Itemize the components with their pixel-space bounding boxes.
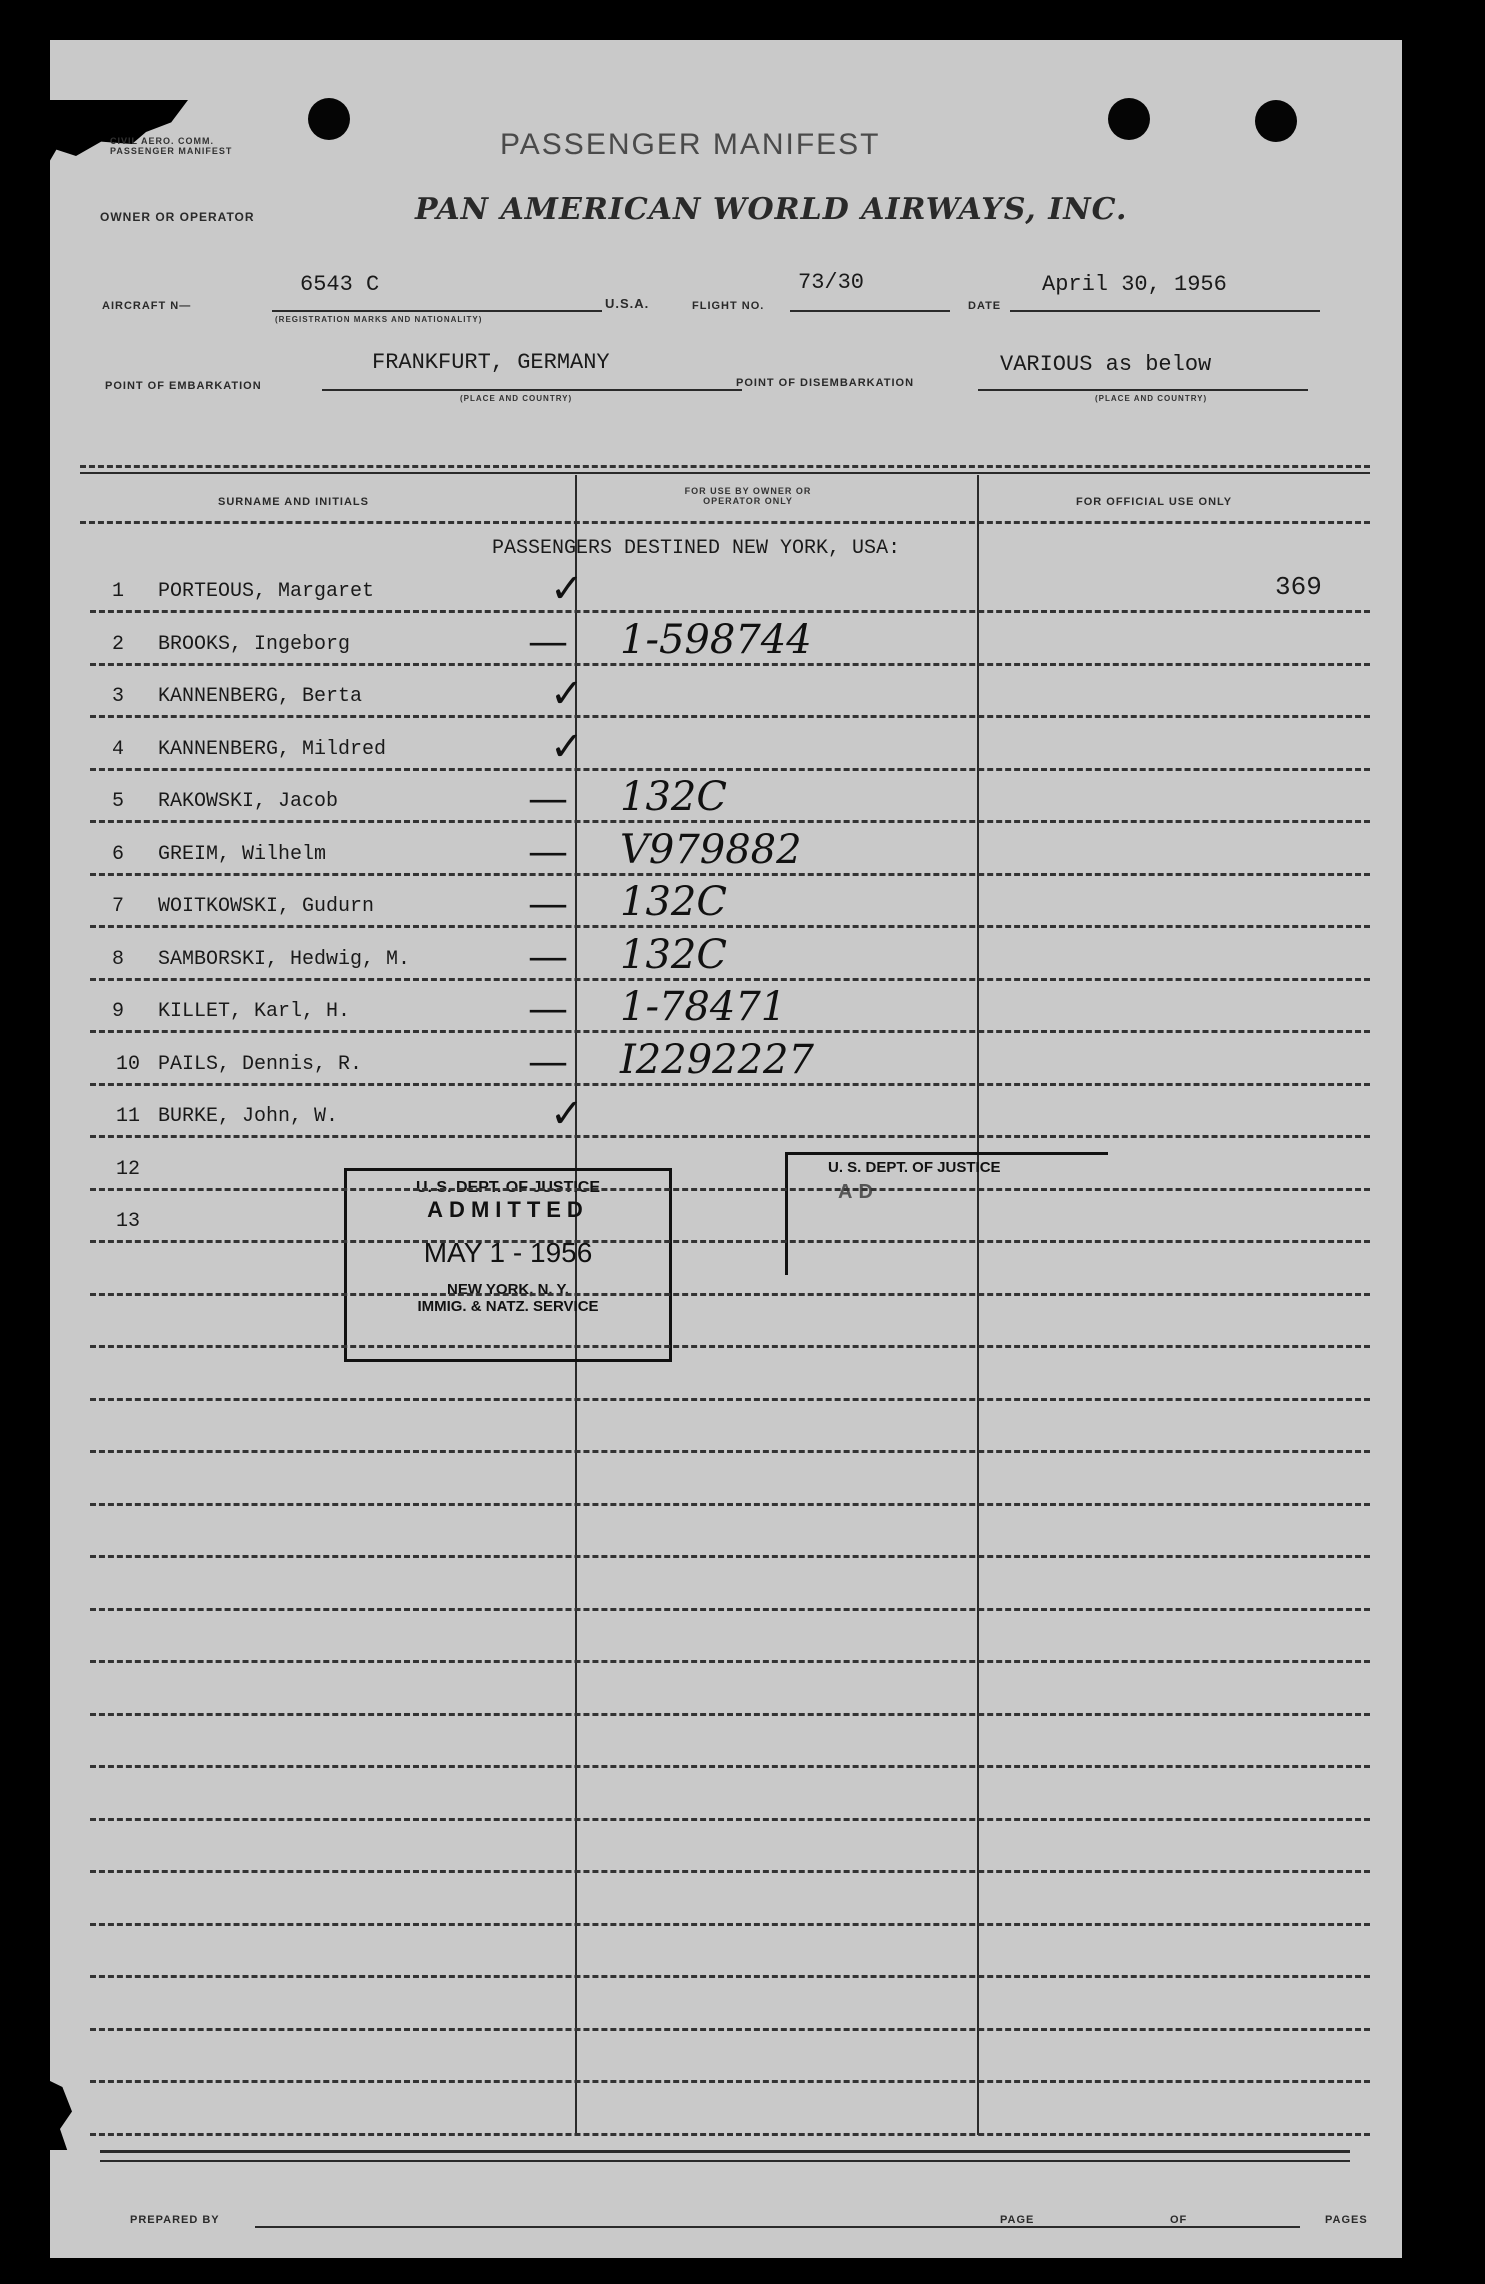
- punch-hole: [1255, 100, 1297, 142]
- table-row: [50, 1210, 1402, 1250]
- ruled-line: [90, 1030, 1370, 1033]
- check-mark: —: [528, 776, 568, 822]
- passenger-name: RAKOWSKI, Jacob: [158, 790, 339, 813]
- passenger-name: KILLET, Karl, H.: [158, 1000, 351, 1023]
- check-mark: —: [528, 1039, 568, 1085]
- ruled-line: [90, 1765, 1370, 1768]
- usa-label: U.S.A.: [605, 296, 650, 311]
- manifest-sheet: [50, 40, 1402, 2258]
- column-official: FOR OFFICIAL USE ONLY: [1076, 496, 1233, 508]
- disembark-label: POINT OF DISEMBARKATION: [736, 377, 915, 389]
- passenger-name: BURKE, John, W.: [158, 1105, 339, 1128]
- ruled-line: [90, 1870, 1370, 1873]
- stamp-admitted: ADMITTED: [427, 1197, 589, 1222]
- torn-edge: [48, 2080, 72, 2150]
- ruled-line: [90, 1345, 1370, 1348]
- handwritten-note: 132C: [620, 774, 727, 820]
- ruled-line: [90, 2028, 1370, 2031]
- disembark-value: VARIOUS as below: [1000, 352, 1212, 377]
- ruled-line: [90, 768, 1370, 771]
- ruled-line: [90, 1660, 1370, 1663]
- handwritten-note: 1-78471: [620, 984, 787, 1030]
- ruled-line: [90, 925, 1370, 928]
- row-number: 5: [112, 790, 125, 813]
- check-mark: —: [528, 934, 568, 980]
- ruled-line: [90, 1188, 1370, 1191]
- table-row: [50, 566, 1402, 620]
- aircraft-label: AIRCRAFT N—: [102, 300, 192, 312]
- table-row: [50, 724, 1402, 778]
- ruled-line: [90, 1398, 1370, 1401]
- check-mark: —: [528, 881, 568, 927]
- stamp-dept: U. S. DEPT. OF JUSTICE: [415, 1179, 601, 1196]
- stamp-service: IMMIG. & NATZ. SERVICE: [417, 1298, 599, 1315]
- aircraft-value: 6543 C: [300, 272, 380, 297]
- flight-label: FLIGHT NO.: [692, 300, 765, 312]
- row-number: 2: [112, 633, 125, 656]
- ruled-line: [90, 1555, 1370, 1558]
- check-mark: —: [528, 619, 568, 665]
- page-title: PASSENGER MANIFEST: [500, 128, 881, 161]
- check-mark: —: [528, 829, 568, 875]
- of-label: OF: [1170, 2214, 1188, 2226]
- ruled-line: [90, 610, 1370, 613]
- handwritten-note: 132C: [620, 879, 727, 925]
- passenger-name: PORTEOUS, Margaret: [158, 580, 375, 603]
- flight-value: 73/30: [798, 270, 865, 295]
- table-row: [50, 932, 1402, 988]
- row-number: 4: [112, 738, 125, 761]
- ruled-line: [90, 1818, 1370, 1821]
- page-label: PAGE: [1000, 2214, 1035, 2226]
- check-mark: ✓: [550, 566, 584, 612]
- ruled-line: [90, 663, 1370, 666]
- ruled-line: [90, 1975, 1370, 1978]
- ruled-line: [90, 1083, 1370, 1086]
- handwritten-note: V979882: [620, 827, 802, 873]
- ruled-line: [90, 2080, 1370, 2083]
- stamp-date: MAY 1 - 1956: [423, 1237, 593, 1268]
- row-number: 1: [112, 580, 125, 603]
- form-reference: CIVIL AERO. COMM. PASSENGER MANIFEST: [110, 136, 233, 156]
- passenger-name: BROOKS, Ingeborg: [158, 633, 351, 656]
- date-value: April 30, 1956: [1042, 272, 1227, 297]
- official-value: 369: [1275, 572, 1322, 602]
- faint-stamp-word: AD: [838, 1181, 879, 1203]
- owner-label: OWNER OR OPERATOR: [100, 210, 255, 224]
- punch-hole: [1108, 98, 1150, 140]
- ruled-line: [90, 2133, 1370, 2136]
- ruled-line: [90, 1608, 1370, 1611]
- table-row: [50, 879, 1402, 935]
- ruled-line: [90, 1135, 1370, 1138]
- embark-value: FRANKFURT, GERMANY: [372, 350, 610, 375]
- table-row: [50, 1091, 1402, 1145]
- check-mark: ✓: [550, 724, 584, 770]
- row-number: 8: [112, 948, 125, 971]
- table-row: [50, 1158, 1402, 1198]
- check-mark: —: [528, 986, 568, 1032]
- row-number: 3: [112, 685, 125, 708]
- ruled-line: [90, 1713, 1370, 1716]
- ruled-line: [90, 1503, 1370, 1506]
- row-number: 6: [112, 843, 125, 866]
- table-row: [50, 984, 1402, 1040]
- ruled-line: [90, 1450, 1370, 1453]
- punch-hole: [308, 98, 350, 140]
- embark-sub: (PLACE AND COUNTRY): [460, 394, 573, 403]
- admitted-stamp: [344, 1168, 672, 1362]
- table-row: [50, 827, 1402, 883]
- ruled-line: [90, 1293, 1370, 1296]
- embark-label: POINT OF EMBARKATION: [105, 380, 262, 392]
- aircraft-sub: (REGISTRATION MARKS AND NATIONALITY): [275, 315, 483, 324]
- passenger-name: GREIM, Wilhelm: [158, 843, 327, 866]
- passenger-name: PAILS, Dennis, R.: [158, 1053, 363, 1076]
- row-number: 10: [116, 1053, 141, 1076]
- section-heading: PASSENGERS DESTINED NEW YORK, USA:: [492, 537, 901, 560]
- passenger-name: KANNENBERG, Berta: [158, 685, 363, 708]
- row-number: 11: [116, 1105, 141, 1128]
- check-mark: ✓: [550, 1091, 584, 1137]
- date-label: DATE: [968, 300, 1002, 312]
- ruled-line: [90, 978, 1370, 981]
- ruled-line: [90, 715, 1370, 718]
- row-number: 12: [116, 1158, 141, 1181]
- ruled-line: [90, 1240, 1370, 1243]
- passenger-name: KANNENBERG, Mildred: [158, 738, 387, 761]
- row-number: 7: [112, 895, 125, 918]
- check-mark: ✓: [550, 671, 584, 717]
- faint-stamp-dept: U. S. DEPT. OF JUSTICE: [828, 1159, 1001, 1176]
- stamp-city: NEW YORK, N. Y.: [447, 1281, 569, 1298]
- passenger-name: SAMBORSKI, Hedwig, M.: [158, 948, 411, 971]
- table-row: [50, 774, 1402, 830]
- column-surname: SURNAME AND INITIALS: [218, 496, 369, 508]
- owner-value: PAN AMERICAN WORLD AIRWAYS, INC.: [415, 192, 1128, 227]
- handwritten-note: 1-598744: [620, 617, 812, 663]
- disembark-sub: (PLACE AND COUNTRY): [1095, 394, 1208, 403]
- ruled-line: [90, 873, 1370, 876]
- handwritten-note: 132C: [620, 932, 727, 978]
- table-row: [50, 671, 1402, 725]
- pages-label: PAGES: [1325, 2214, 1368, 2226]
- table-row: [50, 617, 1402, 673]
- handwritten-note: I2292227: [620, 1037, 814, 1083]
- prepared-label: PREPARED BY: [130, 2214, 220, 2226]
- passenger-name: WOITKOWSKI, Gudurn: [158, 895, 375, 918]
- row-number: 9: [112, 1000, 125, 1023]
- row-number: 13: [116, 1210, 141, 1233]
- faint-stamp: [785, 1152, 1108, 1275]
- table-row: [50, 1037, 1402, 1093]
- column-owner-use: FOR USE BY OWNER OR OPERATOR ONLY: [684, 486, 812, 506]
- ruled-line: [90, 820, 1370, 823]
- ruled-line: [90, 1923, 1370, 1926]
